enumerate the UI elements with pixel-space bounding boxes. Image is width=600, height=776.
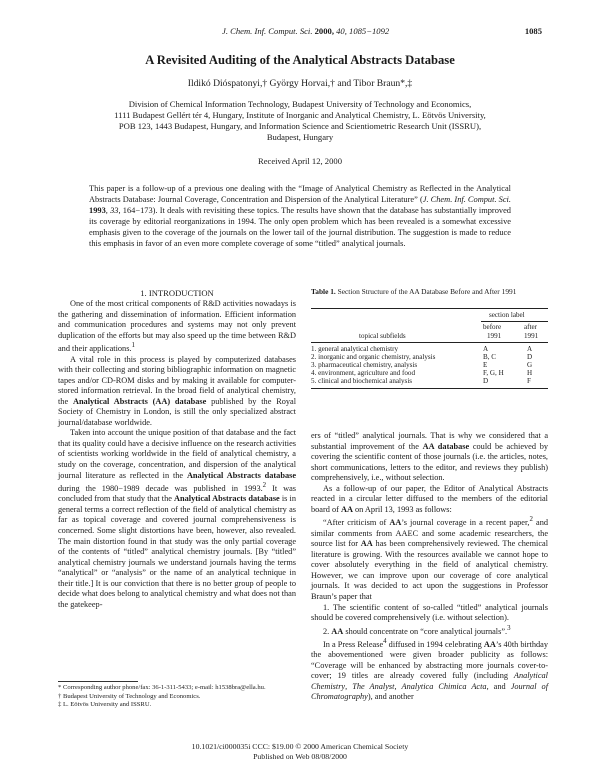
left-column-text	[58, 299, 296, 610]
table-cell-after: F	[527, 377, 531, 385]
quote-paragraph: “After criticism of AA’s journal coverage in a recent paper,$^2$ and similar comments from AAEC and some academic researchers, the source list for AA has been comprehensively reviewed. The chemical literature is growing. With the resources available we cannot hope to cover absolutely everything in the field of analytical chemistry. However, we can improve upon our coverage of core analytical journals. It was decided to act upon the suggestions in Professor Braun’s paper that	[311, 516, 548, 601]
table-cell-after: A	[527, 345, 533, 353]
col-header-after-year: 1991	[524, 332, 539, 340]
affiliation-line: 1111 Budapest Gellért tér 4, Hungary, Institute of Inorganic and Analytical Chemistry, L. Eötvös University,	[114, 110, 486, 120]
table-rule	[311, 308, 548, 309]
affiliation-line: Budapest, Hungary	[266, 132, 334, 142]
table-cell-topic: 4. environment, agriculture and food	[311, 369, 416, 377]
section-heading-introduction: 1. INTRODUCTION	[140, 288, 214, 298]
table-rule	[481, 321, 548, 322]
col-group-header: section label	[489, 311, 525, 319]
table-cell-topic: 2. inorganic and organic chemistry, analysis	[311, 353, 436, 361]
publication-date-line: Published on Web 08/08/2000	[253, 751, 347, 761]
footnote-affiliation: ‡ L. Eötvös University and ISSRU.	[58, 701, 152, 709]
abstract: This paper is a follow-up of a previous one dealing with the “Image of Analytical Chemistry as Reflected in the Analytical Abstracts Database: Journal Coverage, Concentration and Dispersion of the Analytical Literature” (J. Chem. Inf. Comput. Sci. 1993, 33, 164−173). It deals with revisiting these topics. The results have shown that the database has substantially improved its coverage by editorial reorganizations in 1994. The only open problem which has been revealed is a somewhat excessive emphasis given to the coverage of the journals on the lower tail of the journal distribution. The suggestion is made to reduce this emphasis in favor of an even more complete coverage of some “titled” analytical journals.	[89, 184, 511, 248]
paragraph: A vital role in this process is played by computerized databases with their collecting and storing bibliographic information on magnetic tapes and/or CD-ROM disks and by making it available for computer-stored information retrieval. In the broad field of analytical chemistry, the Analytical Abstracts (AA) database published by the Royal Society of Chemistry in London, is still the only specialized abstract journal/database worldwide.	[58, 354, 297, 427]
affiliation-line: Division of Chemical Information Technology, Budapest University of Technology and Economics,	[128, 99, 472, 109]
page-number: 1085	[524, 26, 542, 36]
col-header-topical: topical subfields	[359, 332, 406, 340]
paragraph: As a follow-up of our paper, the Editor of Analytical Abstracts reacted in a circular letter diffused to the members of the editorial board of AA on April 13, 1993 as follows:	[311, 483, 548, 514]
table-caption: Table 1. Section Structure of the AA Database Before and After 1991	[311, 287, 517, 296]
footnotes	[58, 681, 296, 710]
running-header	[0, 26, 600, 38]
table-cell-before: F, G, H	[483, 369, 504, 377]
page-footer	[0, 742, 600, 761]
table-rule	[311, 388, 548, 389]
table-cell-before: A	[483, 345, 489, 353]
paragraph: Taken into account the unique position of that database and the fact that its quality could have a decisive influence on the research activities of scientists working worldwide in the field of analytical chemistry, a study on the coverage, concentration, and dispersion of the analytical journal literature as reflected in the Analytical Abstracts database during the 1980−1989 decade was published in 1993.$^2$ It was concluded from that study that the Analytical Abstracts database is in general terms a correct reflection of the field of analytical chemistry as far as topical coverage and covered journal comprehensiveness is concerned. Some slight distortions have been, however, also revealed. The main distortion found in that study was the only partial coverage of the contents of “titled” analytical chemistry journals. [By “titled” analytical chemistry journals we understand journals having the terms “analytical” or “analysis” or the name of an analytical technique in their title.] It is our conviction that there is no better group of people to decide what does belong to analytical chemistry and what does not than the gatekeep-	[58, 428, 297, 609]
table-cell-before: E	[483, 361, 488, 369]
col-header-before-year: 1991	[487, 332, 502, 340]
paragraph: ers of “titled” analytical journals. That is why we considered that a substantial improvement of the AA database could be achieved by covering the scientific content of those journals (i.e. the articles, notes, short communications, letters to the editor, and reviews they publish) comprehensively, i.e., without selection.	[311, 431, 548, 483]
table-cell-after: D	[527, 353, 533, 361]
table-cell-after: H	[527, 369, 533, 377]
table-cell-topic: 1. general analytical chemistry	[311, 345, 399, 353]
affiliations	[80, 99, 520, 143]
doi-copyright-line: 10.1021/ci000035i CCC: $19.00 © 2000 American Chemical Society	[191, 742, 409, 751]
table-cell-topic: 5. clinical and biochemical analysis	[311, 377, 413, 385]
table-cell-before: B, C	[483, 353, 497, 361]
table-cell-after: G	[527, 361, 533, 369]
right-column-text	[311, 431, 548, 703]
table-rule	[311, 342, 548, 343]
quote-item: 2. AA should concentrate on “core analytical journals”.$^3$	[323, 624, 511, 636]
paragraph: One of the most critical components of R&D activities nowadays is the gathering and dissemination of information. Efficient information and communication procedures and systems may not only prevent duplication of the efforts but may also speed up the time between R&D and their applications.$^1$	[58, 299, 296, 353]
received-date: Received April 12, 2000	[257, 156, 342, 166]
journal-citation: J. Chem. Inf. Comput. Sci. 2000, 40, 1085−1092	[222, 26, 390, 36]
article-title: A Revisited Auditing of the Analytical Abstracts Database	[145, 53, 455, 67]
footnote-rule	[58, 681, 138, 682]
col-header-before: before	[483, 323, 502, 331]
author-list: Ildikó Dióspatonyi,† György Horvai,† and Tibor Braun*,‡	[187, 78, 413, 89]
paragraph: In a Press Release$^4$ diffused in 1994 celebrating AA’s 40th birthday the abovementioned were given broader publicity as follows: “Coverage will be enhanced by abstracting more journals cover-to-cover; 19 titles are already covered fully (including Analytical Chemistry, The Analyst, Analytica Chimica Acta, and Journal of Chromatography), and another	[311, 637, 548, 702]
footnote-affiliation: † Budapest University of Technology and Economics.	[58, 692, 201, 700]
table-cell-topic: 3. pharmaceutical chemistry, analysis	[311, 361, 418, 369]
quote-item: 1. The scientific content of so-called “titled” analytical journals should be covered comprehensively (i.e. without selection).	[311, 602, 548, 623]
footnote-corresponding-author: * Corresponding author phone/fax: 36-1-311-5433; e-mail: h1538bra@ella.hu.	[58, 684, 266, 691]
col-header-after: after	[524, 323, 537, 331]
affiliation-line: POB 123, 1443 Budapest, Hungary, and Information Science and Scientiometric Research Unit (ISSRU),	[118, 121, 482, 131]
table-cell-before: D	[483, 377, 489, 385]
